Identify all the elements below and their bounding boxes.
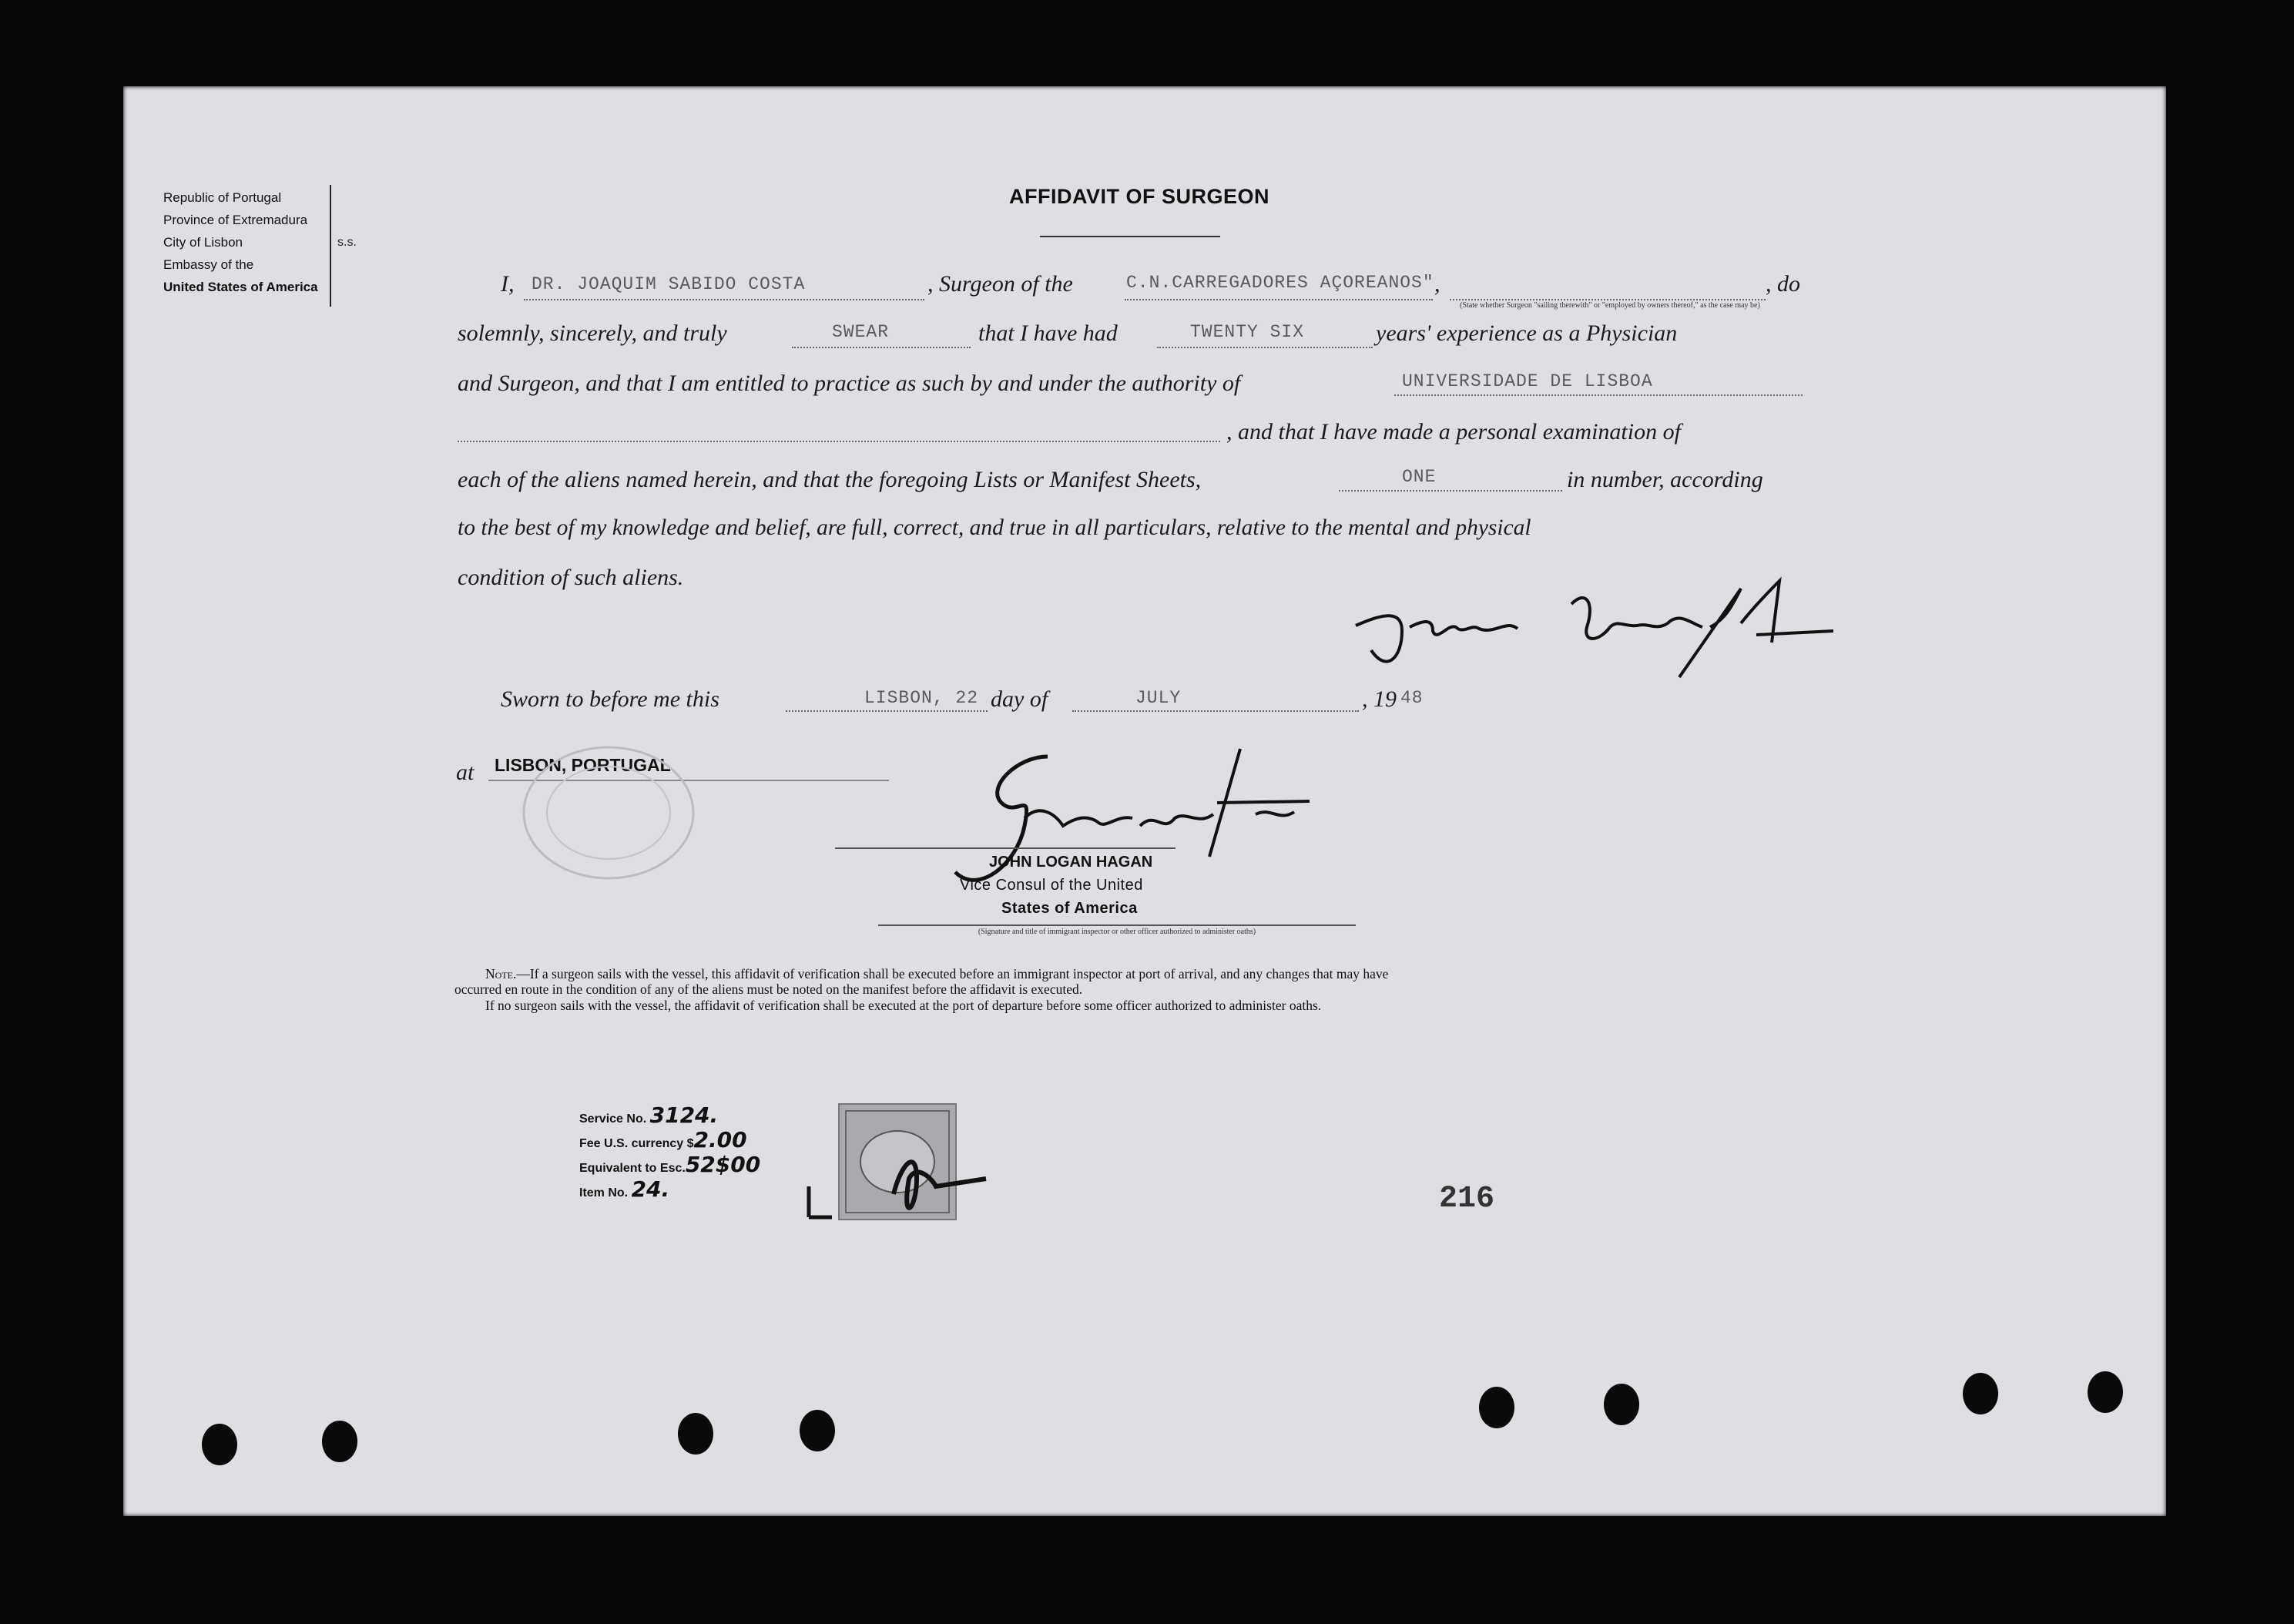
caption-line (878, 924, 1356, 926)
item-label: Item No. (579, 1186, 629, 1200)
punch-hole (202, 1424, 237, 1465)
stamp-cancel-mark (801, 1132, 1001, 1240)
sworn-pre: Sworn to before me this (501, 686, 719, 712)
consul-signature (909, 741, 1325, 895)
consul-country: States of America (1001, 900, 1138, 917)
consul-signature-line (835, 847, 1176, 849)
line1-end: , do (1766, 271, 1800, 297)
page-number: 216 (1439, 1182, 1495, 1216)
punch-hole (678, 1413, 713, 1455)
years-blank (1157, 347, 1373, 348)
equivalent-row (579, 1154, 760, 1179)
note-line-2: occurred en route in the condition of any of the aliens must be noted on the manifest before the affidavit is executed. (454, 981, 1083, 997)
punch-hole (1963, 1373, 1998, 1414)
line2-mid: that I have had (978, 320, 1118, 346)
venue-suffix: s.s. (337, 236, 357, 249)
venue-block (163, 186, 318, 298)
note-line-1 (485, 966, 1388, 982)
note-label: Note. (485, 966, 517, 981)
item-row (579, 1176, 760, 1203)
venue-line: Republic of Portugal (163, 190, 282, 205)
employment-blank (1450, 299, 1766, 300)
line4-end: , and that I have made a personal examination of (1226, 419, 1681, 445)
sworn-month: JULY (1135, 688, 1182, 708)
surgeon-signature (1340, 558, 1872, 696)
fee-block (579, 1102, 761, 1203)
line2-pre: solemnly, sincerely, and truly (458, 320, 727, 346)
surgeon-name: DR. JOAQUIM SABIDO COSTA (532, 274, 806, 294)
punch-hole (800, 1410, 835, 1451)
page-title: AFFIDAVIT OF SURGEON (1009, 185, 1269, 208)
fee-row (579, 1129, 760, 1154)
line2-end: years' experience as a Physician (1376, 320, 1678, 346)
line5-end: in number, according (1567, 467, 1763, 492)
authority-value: UNIVERSIDADE DE LISBOA (1402, 371, 1653, 391)
sworn-mid: day of (991, 686, 1048, 712)
punch-hole (2088, 1371, 2123, 1413)
sworn-day: LISBON, 22 (864, 688, 979, 708)
line7: condition of such aliens. (458, 565, 684, 590)
note-line-3: If no surgeon sails with the vessel, the affidavit of verification shall be executed at the port of departure before some officer authorized to administer oaths. (485, 998, 1322, 1013)
sworn-year: 48 (1400, 688, 1424, 708)
equivalent-label: Equivalent to Esc. (579, 1162, 686, 1175)
venue-line: Embassy of the (163, 257, 254, 272)
line3-pre: and Surgeon, and that I am entitled to practice as such by and under the authority of (458, 371, 1241, 396)
venue-bracket (330, 185, 331, 307)
sworn-year-pre: , 19 (1362, 686, 1397, 712)
title-underline (1040, 236, 1220, 237)
place-value: LISBON, PORTUGAL (495, 755, 671, 775)
sworn-day-blank (786, 710, 988, 712)
fee-label: Fee U.S. currency $ (579, 1137, 694, 1150)
item-value: 24. (631, 1176, 670, 1202)
state-note: (State whether Surgeon "sailing therewith" or "employed by owners thereof," as the case may be) (1460, 301, 1760, 310)
sheets-blank (1339, 490, 1562, 492)
venue-line: City of Lisbon (163, 235, 243, 250)
consul-title: Vice Consul of the United (960, 877, 1143, 894)
venue-line: United States of America (163, 280, 318, 294)
punch-hole (1479, 1387, 1514, 1428)
authority-blank (1394, 394, 1803, 396)
embassy-seal (508, 740, 709, 886)
signature-caption: (Signature and title of immigrant inspector or other officer authorized to administer oaths) (978, 928, 1256, 936)
equivalent-value: 52$00 (685, 1152, 761, 1177)
line1-comma: , (1434, 271, 1440, 297)
sheets-value: ONE (1402, 467, 1437, 487)
venue-line: Province of Extremadura (163, 213, 308, 227)
line5-pre: each of the aliens named herein, and that the foregoing Lists or Manifest Sheets, (458, 467, 1202, 492)
fee-value: 2.00 (693, 1127, 747, 1153)
line1-mid: , Surgeon of the (927, 271, 1073, 297)
note-text-1: —If a surgeon sails with the vessel, this affidavit of verification shall be executed before an immigrant inspector at port of arrival, and any changes that may have (516, 966, 1389, 981)
service-number-row (579, 1102, 760, 1129)
service-label: Service No. (579, 1112, 647, 1126)
vessel-blank (1125, 299, 1433, 300)
surgeon-name-blank (524, 299, 924, 300)
line1-pre: I, (501, 271, 515, 297)
authority-continuation-blank (458, 441, 1220, 442)
consul-name: JOHN LOGAN HAGAN (989, 854, 1153, 871)
sworn-month-blank (1072, 710, 1359, 712)
vessel-name: C.N.CARREGADORES AÇOREANOS" (1126, 273, 1434, 293)
punch-hole (322, 1421, 357, 1462)
oath-value: SWEAR (832, 322, 890, 342)
place-pre: at (456, 760, 475, 785)
punch-hole (1604, 1384, 1639, 1425)
service-value: 3124. (649, 1102, 719, 1128)
years-value: TWENTY SIX (1190, 322, 1305, 342)
oath-blank (792, 347, 971, 348)
line6: to the best of my knowledge and belief, are full, correct, and true in all particulars, relative to the mental and physical (458, 515, 1531, 540)
